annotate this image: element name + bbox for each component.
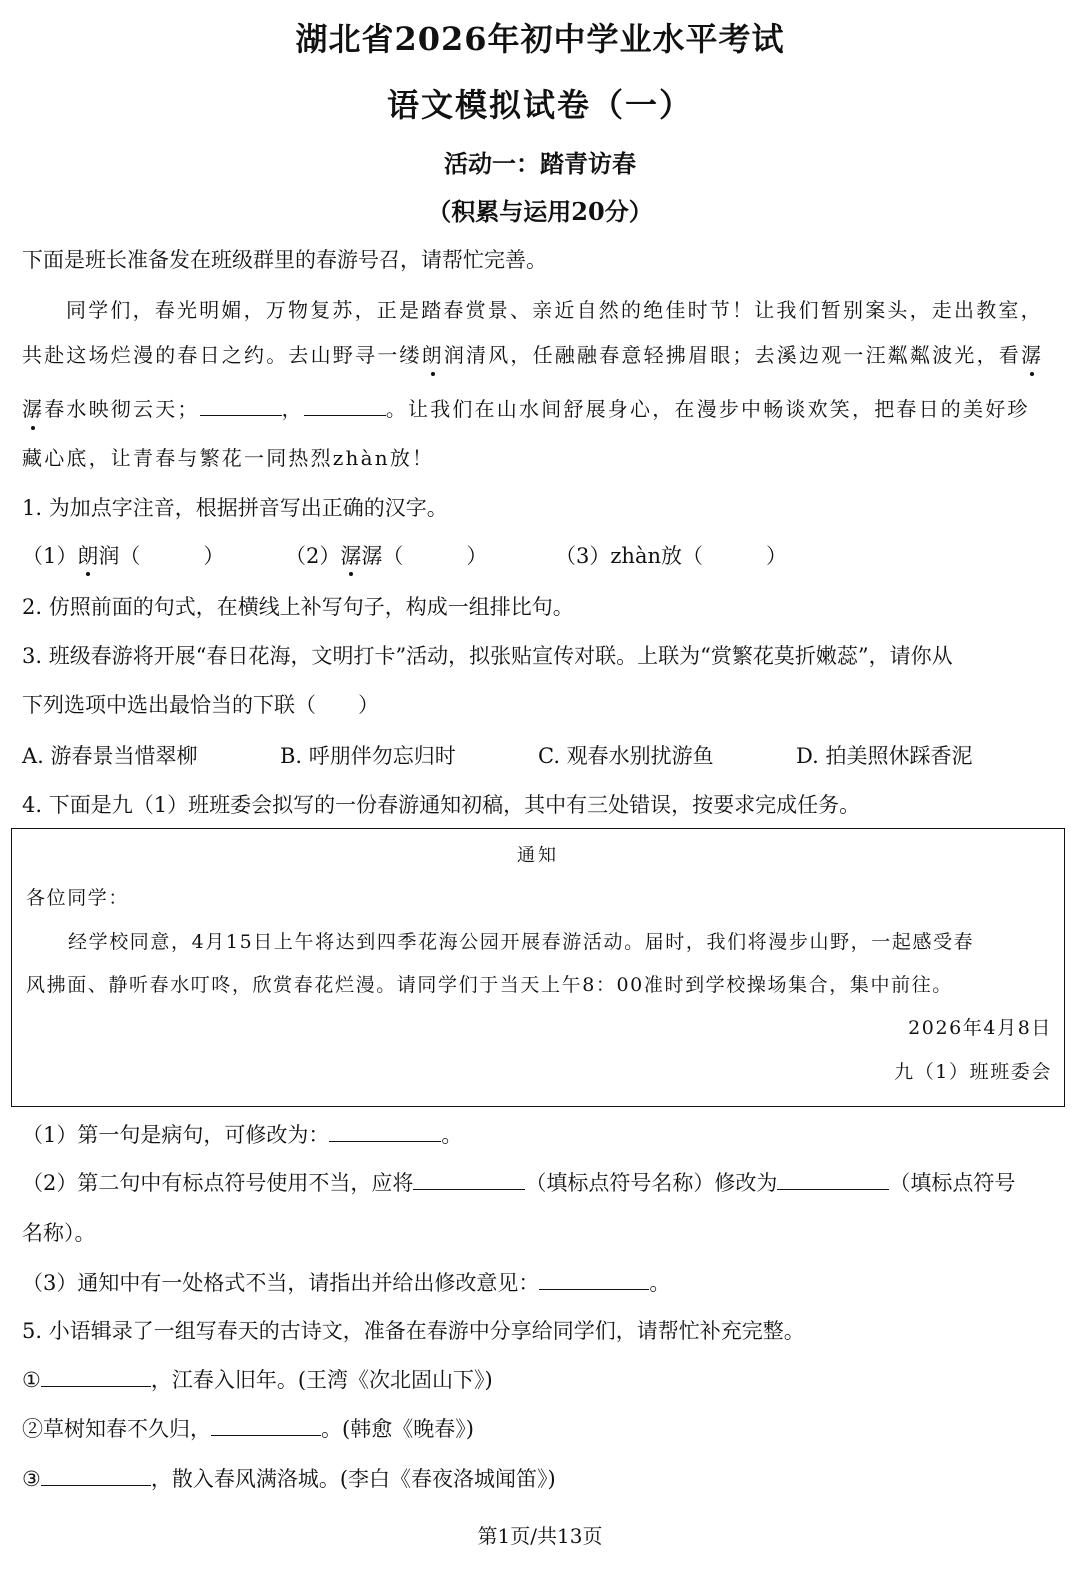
answer-blank[interactable] <box>304 395 386 416</box>
dotted-char: 潺 <box>340 540 361 570</box>
answer-blank[interactable] <box>777 1169 889 1190</box>
passage-line-2-b: 润清风，任融融春意轻拂眉眼；去溪边观一汪粼粼波光，看 <box>443 343 1022 367</box>
answer-blank[interactable] <box>539 1269 649 1290</box>
passage-line-2-a: 共赴这场烂漫的春日之约。去山野寻一缕 <box>22 343 422 367</box>
q1-item-1-num: （1） <box>22 544 78 568</box>
q4-sub-1-end: 。 <box>441 1123 463 1147</box>
q5-item-2-text: ②草树知春不久归， <box>22 1417 211 1441</box>
answer-blank[interactable] <box>329 1121 441 1142</box>
passage-line-4: 藏心底，让青春与繁花一同热烈zhàn放！ <box>22 446 435 470</box>
q3-stem-line-2: 下列选项中选出最恰当的下联（ ） <box>22 693 379 717</box>
q1-item-2 <box>285 540 487 570</box>
q1-item-1 <box>22 540 224 570</box>
page-footer: 第1页/共13页 <box>477 1524 603 1548</box>
answer-blank[interactable] <box>200 395 282 416</box>
answer-blank[interactable] <box>41 1465 151 1486</box>
q4-sub-1-text: （1）第一句是病句，可修改为： <box>22 1123 330 1147</box>
q5-item-1-num: ① <box>22 1368 41 1392</box>
answer-blank[interactable] <box>211 1415 321 1436</box>
q3-stem-line-1: 3. 班级春游将开展“春日花海，文明打卡”活动，拟张贴宣传对联。上联为“赏繁花莫折嫩蕊”，请你从 <box>22 644 953 668</box>
q5-item-3-text: ，散入春风满洛城。(李白《春夜洛城闻笛》) <box>150 1467 556 1491</box>
notice-body-1: 经学校同意，4月15日上午将达到四季花海公园开展春游活动。届时，我们将漫步山野，一起感受春 <box>68 931 975 953</box>
q4-sub-3-text: （3）通知中有一处格式不当，请指出并给出修改意见： <box>22 1271 540 1295</box>
q5-item-1 <box>22 1365 1058 1395</box>
notice-title: 通知 <box>517 845 559 866</box>
q5-item-2-source: 。(韩愈《晚春》) <box>321 1417 474 1441</box>
q4-sub-1 <box>22 1120 1058 1150</box>
dotted-char: 潺 <box>1021 340 1043 370</box>
intro-text: 下面是班长准备发在班级群里的春游号召，请帮忙完善。 <box>22 248 547 272</box>
q2-stem: 2. 仿照前面的句式，在横线上补写句子，构成一组排比句。 <box>22 595 574 619</box>
dotted-char: 朗 <box>422 340 444 370</box>
answer-blank[interactable] <box>41 1366 151 1387</box>
q3-option-a[interactable]: A. 游春景当惜翠柳 <box>22 744 198 768</box>
q4-sub-2-text: （2）第二句中有标点符号使用不当，应将 <box>22 1171 414 1195</box>
q4-stem: 4. 下面是九（1）班班委会拟写的一份春游通知初稿，其中有三处错误，按要求完成任务。 <box>22 793 861 817</box>
notice-signature: 九（1）班班委会 <box>894 1061 1052 1083</box>
q4-sub-2-continued: 名称）。 <box>22 1221 96 1245</box>
q3-option-c[interactable]: C. 观春水别扰游鱼 <box>538 744 714 768</box>
section-heading: （积累与运用20分） <box>427 197 653 226</box>
q3-option-b[interactable]: B. 呼朋伴勿忘归时 <box>280 744 456 768</box>
q1-item-3: （3）zhàn放（ ） <box>555 544 787 568</box>
notice-body-2: 风拂面、静听春水叮咚，欣赏春花烂漫。请同学们于当天上午8：00准时到学校操场集合，集中前往。 <box>26 974 953 996</box>
activity-heading: 活动一：踏青访春 <box>444 149 636 178</box>
notice-box <box>11 828 1065 1107</box>
q5-item-3 <box>22 1464 1058 1494</box>
q4-sub-2-text-c: （填标点符号 <box>889 1171 1016 1195</box>
passage-line-2 <box>22 340 1058 370</box>
q5-item-3-num: ③ <box>22 1467 41 1491</box>
q5-stem: 5. 小语辑录了一组写春天的古诗文，准备在春游中分享给同学们，请帮忙补充完整。 <box>22 1319 805 1343</box>
q5-item-2 <box>22 1414 1058 1444</box>
dotted-char: 朗 <box>77 540 98 570</box>
exam-subtitle: 语文模拟试卷（一） <box>386 86 693 124</box>
notice-date: 2026年4月8日 <box>908 1017 1052 1039</box>
q5-item-1-text: ，江春入旧年。(王湾《次北固山下》) <box>150 1368 493 1392</box>
q1-stem: 1. 为加点字注音，根据拼音写出正确的汉字。 <box>22 496 448 520</box>
passage-line-1: 同学们，春光明媚，万物复苏，正是踏春赏景、亲近自然的绝佳时节！让我们暂别案头，走出教室， <box>66 298 1043 322</box>
q4-sub-3 <box>22 1268 1058 1298</box>
passage-line-3 <box>22 394 1058 424</box>
passage-line-3-comma: ， <box>281 397 304 421</box>
notice-salutation: 各位同学： <box>26 887 130 909</box>
q1-item-1-answer: 润（ ） <box>98 544 225 568</box>
passage-line-3-a: 春水映彻云天； <box>44 397 200 421</box>
q1-item-2-answer: 潺（ ） <box>361 544 488 568</box>
exam-title: 湖北省2026年初中学业水平考试 <box>295 20 785 58</box>
q3-option-d[interactable]: D. 拍美照休踩香泥 <box>796 744 973 768</box>
q4-sub-2 <box>22 1168 1058 1198</box>
q1-item-2-num: （2） <box>285 544 341 568</box>
answer-blank[interactable] <box>413 1169 525 1190</box>
q4-sub-2-text-b: （填标点符号名称）修改为 <box>525 1171 778 1195</box>
dotted-char: 潺 <box>22 394 44 424</box>
q4-sub-3-end: 。 <box>649 1271 671 1295</box>
passage-line-3-b: 。让我们在山水间舒展身心，在漫步中畅谈欢笑，把春日的美好珍 <box>385 397 1030 421</box>
